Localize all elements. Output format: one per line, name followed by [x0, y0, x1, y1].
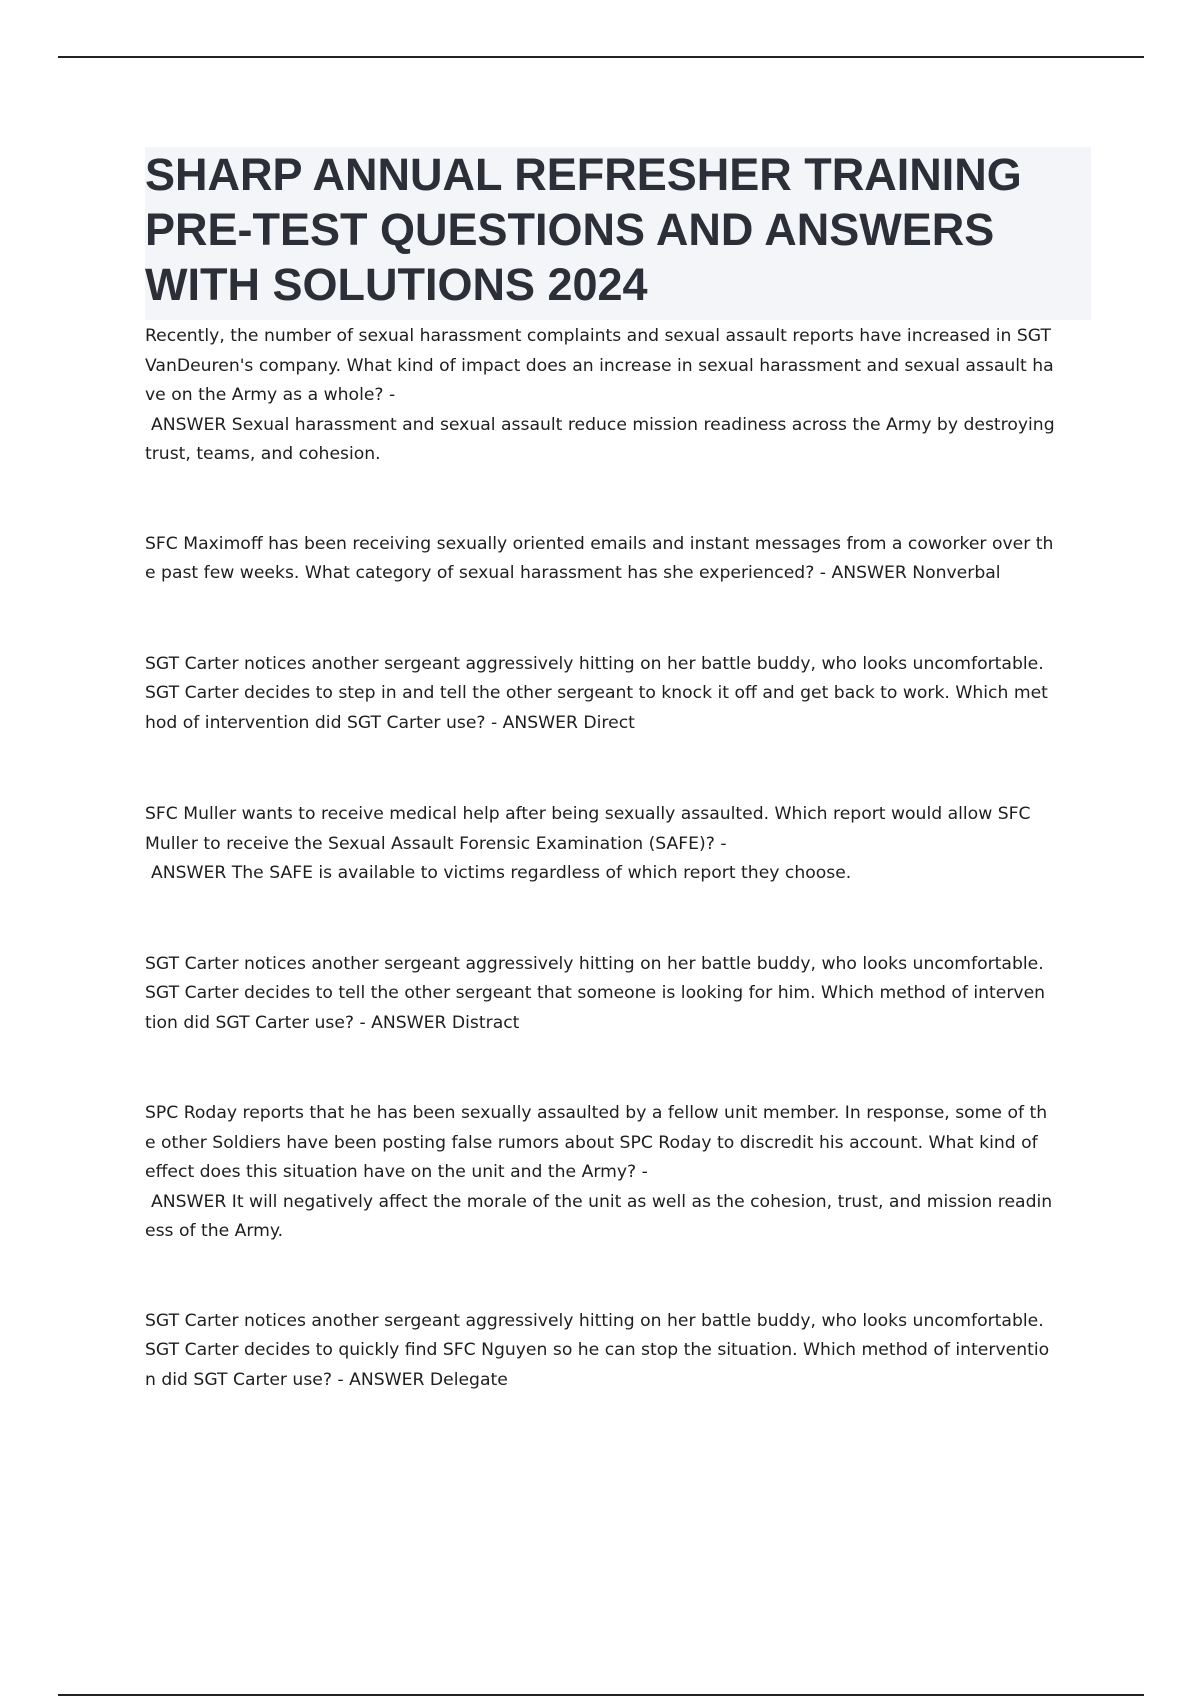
document-title — [145, 147, 1091, 320]
question-list — [145, 322, 1091, 1395]
question-text-line: VanDeuren's company. What kind of impact does an increase in sexual harassment and sexual assault ha — [145, 355, 1054, 376]
question-item — [145, 950, 1091, 1039]
question-item — [145, 650, 1091, 739]
question-item — [145, 1099, 1091, 1247]
question-text-line: SGT Carter decides to quickly find SFC Nguyen so he can stop the situation. Which method of interventio — [145, 1340, 1050, 1360]
answer-text-line: ANSWER Sexual harassment and sexual assault reduce mission readiness across the Army by destroying — [151, 414, 1055, 435]
top-rule — [58, 56, 1144, 58]
answer-text-line: ess of the Army. — [145, 1221, 284, 1241]
question-text-line: n did SGT Carter use? - ANSWER Delegate — [145, 1369, 508, 1390]
question-text-line: SGT Carter notices another sergeant aggressively hitting on her battle buddy, who looks uncomfortable. — [145, 1310, 1044, 1331]
question-text-line: SGT Carter decides to step in and tell the other sergeant to knock it off and get back to work. Which met — [145, 683, 1048, 703]
title-line: SHARP ANNUAL REFRESHER TRAINING — [145, 149, 1022, 200]
document-body — [145, 147, 1091, 1395]
question-text-line: SPC Roday reports that he has been sexually assaulted by a fellow unit member. In response, some of th — [145, 1103, 1048, 1123]
question-item — [145, 530, 1091, 589]
question-item — [145, 800, 1091, 889]
question-text-line: e other Soldiers have been posting false rumors about SPC Roday to discredit his account. What kind of — [145, 1132, 1038, 1153]
bottom-rule — [58, 1694, 1144, 1696]
question-text-line: e past few weeks. What category of sexual harassment has she experienced? - ANSWER Nonverbal — [145, 563, 1001, 583]
question-item — [145, 322, 1091, 470]
question-text-line: SFC Maximoff has been receiving sexually oriented emails and instant messages from a coworker over th — [145, 533, 1054, 554]
answer-text-line: ANSWER It will negatively affect the morale of the unit as well as the cohesion, trust, and mission readin — [151, 1191, 1053, 1212]
answer-text-line: trust, teams, and cohesion. — [145, 444, 381, 464]
title-line: PRE-TEST QUESTIONS AND ANSWERS — [145, 204, 995, 255]
question-text-line: hod of intervention did SGT Carter use? - ANSWER Direct — [145, 712, 635, 733]
question-text-line: tion did SGT Carter use? - ANSWER Distract — [145, 1012, 520, 1033]
question-text-line: ve on the Army as a whole? - — [145, 385, 396, 405]
answer-text-line: ANSWER The SAFE is available to victims regardless of which report they choose. — [151, 863, 852, 883]
question-text-line: SGT Carter decides to tell the other sergeant that someone is looking for him. Which method of interven — [145, 983, 1046, 1003]
question-text-line: SGT Carter notices another sergeant aggressively hitting on her battle buddy, who looks uncomfortable. — [145, 653, 1044, 674]
question-text-line: SFC Muller wants to receive medical help after being sexually assaulted. Which report would allow SFC — [145, 804, 1031, 824]
question-text-line: effect does this situation have on the unit and the Army? - — [145, 1162, 648, 1182]
question-text-line: Muller to receive the Sexual Assault Forensic Examination (SAFE)? - — [145, 833, 727, 854]
title-line: WITH SOLUTIONS 2024 — [145, 259, 648, 310]
question-item — [145, 1307, 1091, 1396]
question-text-line: Recently, the number of sexual harassment complaints and sexual assault reports have increased in SGT — [145, 326, 1051, 346]
question-text-line: SGT Carter notices another sergeant aggressively hitting on her battle buddy, who looks uncomfortable. — [145, 953, 1044, 974]
